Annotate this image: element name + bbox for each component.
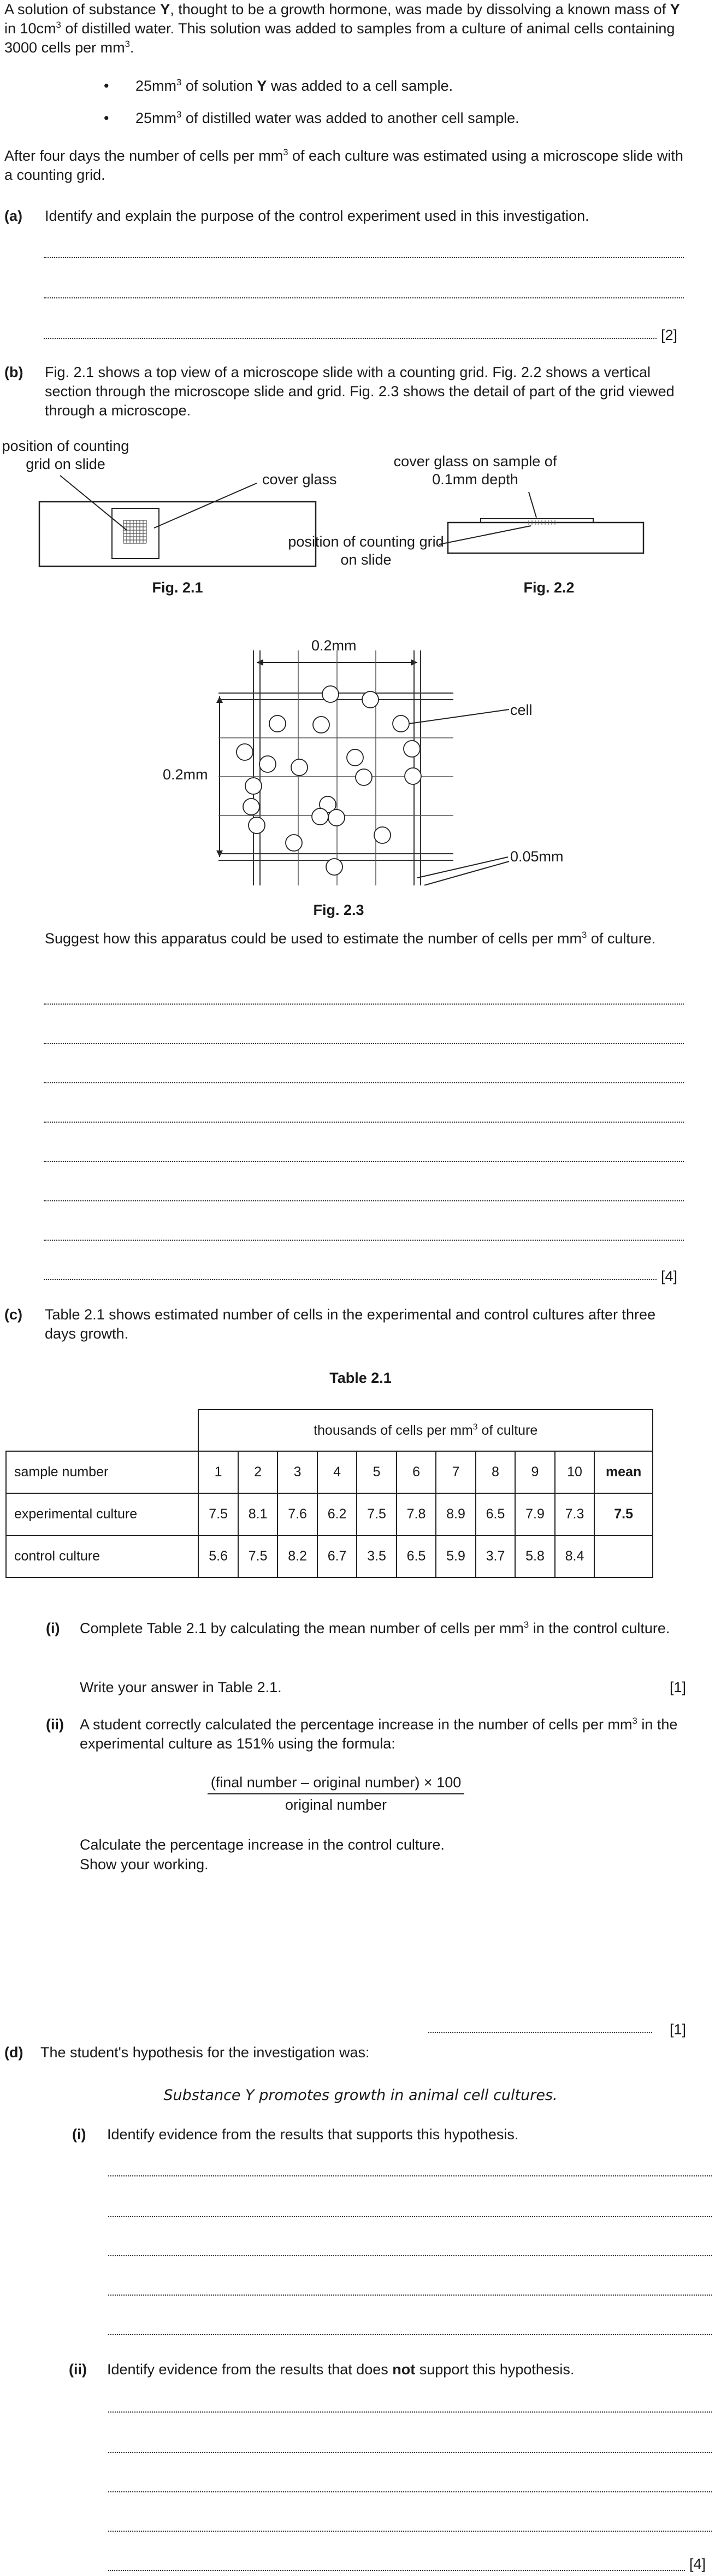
- table-row: [6, 1493, 653, 1535]
- answer-line[interactable]: [108, 2491, 712, 2492]
- table-cell: 6.5: [397, 1535, 436, 1577]
- intro-bullets: [104, 77, 677, 141]
- part-d-i-question: Identify evidence from the results that supports this hypothesis.: [107, 2126, 519, 2143]
- table-header: thousands of cells per $mm^3$ of culture: [198, 1410, 653, 1451]
- answer-line[interactable]: [108, 2570, 685, 2571]
- table-cell: 8: [476, 1451, 515, 1493]
- answer-line[interactable]: [108, 2531, 712, 2532]
- part-a-question: Identify and explain the purpose of the control experiment used in this investigation.: [45, 208, 589, 224]
- marks: [1]: [670, 2021, 687, 2038]
- part-c-ii-question: A student correctly calculated the percentage increase in the number of cells per $mm^3$ in the experimental culture as 151% using the formula:: [80, 1716, 678, 1752]
- part-d-question: The student's hypothesis for the investigation was:: [40, 2044, 370, 2061]
- fig23-width-label: 0.2mm: [311, 637, 357, 654]
- table-cell: 7.8: [397, 1493, 436, 1535]
- answer-line[interactable]: [108, 2334, 712, 2335]
- answer-line[interactable]: [44, 1082, 684, 1083]
- table-row-header: control culture: [6, 1535, 198, 1577]
- answer-line[interactable]: [44, 257, 684, 258]
- intro-paragraph: A solution of substance Y, thought to be a growth hormone, was made by dissolving a known mass of Y in $10cm^3$ of distilled water. This solution was added to samples from a culture of animal cells containing 3000 cells per $mm^3$.: [4, 1, 680, 56]
- part-a-label: (a): [4, 208, 22, 224]
- table-cell: 1: [198, 1451, 238, 1493]
- answer-line[interactable]: [44, 297, 684, 298]
- table-cell: 7.5: [238, 1535, 277, 1577]
- answer-line[interactable]: [108, 2411, 712, 2413]
- formula-numerator: (final number – original number) × 100: [208, 1773, 464, 1794]
- table-cell: 3.7: [476, 1535, 515, 1577]
- table-cell: 5.6: [198, 1535, 238, 1577]
- answer-line[interactable]: [44, 1200, 684, 1201]
- formula-denominator: original number: [285, 1797, 387, 1814]
- bullet-item: • $25mm^3$ of distilled water was added to another cell sample.: [104, 109, 677, 128]
- table-cell-mean: 7.5: [594, 1493, 653, 1535]
- table-cell: 8.1: [238, 1493, 277, 1535]
- fig21-cover-label: cover glass: [262, 471, 337, 488]
- answer-line[interactable]: [44, 1004, 684, 1005]
- answer-line[interactable]: [108, 2175, 712, 2176]
- fig23-height-label: 0.2mm: [163, 766, 208, 783]
- table-cell: 8.2: [277, 1535, 317, 1577]
- fig22-cover-label: cover glass on sample of 0.1mm depth: [393, 453, 557, 488]
- table-row-header: sample number: [6, 1451, 198, 1493]
- fig22-section-diagram: [382, 492, 655, 558]
- table-cell: 5: [357, 1451, 396, 1493]
- answer-line[interactable]: [108, 2255, 712, 2256]
- answer-line[interactable]: [108, 2216, 712, 2217]
- answer-line[interactable]: [44, 1043, 684, 1044]
- part-c-ii-calc: Calculate the percentage increase in the control culture.: [80, 1836, 445, 1853]
- formula: [208, 1773, 464, 1815]
- table-title: Table 2.1: [329, 1370, 392, 1386]
- table-cell: 6: [397, 1451, 436, 1493]
- answer-line[interactable]: [44, 1279, 657, 1280]
- answer-line[interactable]: [44, 1161, 684, 1162]
- table-cell: 8.9: [436, 1493, 475, 1535]
- part-d-ii-question: Identify evidence from the results that does not support this hypothesis.: [107, 2361, 575, 2378]
- part-d-i-label: (i): [72, 2126, 86, 2143]
- part-c-question: Table 2.1 shows estimated number of cells in the experimental and control cultures after three days growth.: [45, 1306, 656, 1342]
- part-c-i-instruction: Write your answer in Table 2.1.: [80, 1679, 282, 1695]
- fig23-cell-label: cell: [510, 702, 533, 718]
- table-row: [6, 1535, 653, 1577]
- table-cell: 8.4: [555, 1535, 594, 1577]
- fig23-grid-diagram: [208, 650, 513, 885]
- part-d-label: (d): [4, 2044, 23, 2061]
- table-cell: 7.3: [555, 1493, 594, 1535]
- fig22-caption: Fig. 2.2: [523, 579, 575, 596]
- table-2-1: [5, 1409, 653, 1578]
- table-cell: 7.5: [198, 1493, 238, 1535]
- fig23-gap-label: 0.05mm: [510, 848, 564, 865]
- answer-line[interactable]: [108, 2295, 712, 2296]
- marks: [2]: [661, 327, 678, 343]
- hypothesis: Substance Y promotes growth in animal cell cultures.: [163, 2087, 558, 2104]
- marks: [4]: [689, 2556, 706, 2572]
- table-cell: 7.5: [357, 1493, 396, 1535]
- table-cell: 3: [277, 1451, 317, 1493]
- table-row-header: experimental culture: [6, 1493, 198, 1535]
- part-c-i-question: Complete Table 2.1 by calculating the mean number of cells per $mm^3$ in the control culture.: [80, 1619, 670, 1636]
- table-cell: 6.2: [317, 1493, 357, 1535]
- part-c-ii-show: Show your working.: [80, 1856, 209, 1873]
- part-c-label: (c): [4, 1306, 22, 1323]
- table-cell: 4: [317, 1451, 357, 1493]
- fig22-grid-label: position of counting grid on slide: [288, 533, 444, 568]
- table-cell: 10: [555, 1451, 594, 1493]
- table-cell: 6.5: [476, 1493, 515, 1535]
- part-b-label: (b): [4, 364, 23, 380]
- bullet-item: • $25mm^3$ of solution Y was added to a cell sample.: [104, 77, 677, 96]
- answer-line[interactable]: [108, 2452, 712, 2453]
- fig23-caption: Fig. 2.3: [313, 902, 364, 918]
- table-cell: 7: [436, 1451, 475, 1493]
- table-cell: 6.7: [317, 1535, 357, 1577]
- table-cell: 5.8: [515, 1535, 554, 1577]
- part-d-ii-label: (ii): [69, 2361, 87, 2378]
- table-cell: 7.9: [515, 1493, 554, 1535]
- intro-paragraph-2: After four days the number of cells per $mm^3$ of each culture was estimated using a microscope slide with a counting grid.: [4, 147, 683, 184]
- table-cell: 5.9: [436, 1535, 475, 1577]
- marks: [1]: [670, 1679, 687, 1695]
- fig21-grid-label: position of counting grid on slide: [2, 438, 129, 472]
- marks: [4]: [661, 1268, 678, 1284]
- part-c-ii-label: (ii): [46, 1716, 64, 1733]
- table-cell-mean-header: mean: [594, 1451, 653, 1493]
- fig21-caption: Fig. 2.1: [152, 579, 203, 596]
- part-b-suggest: Suggest how this apparatus could be used to estimate the number of cells per $mm^3$ of culture.: [45, 930, 656, 947]
- table-cell-mean-input[interactable]: [594, 1535, 653, 1577]
- part-b-question: Fig. 2.1 shows a top view of a microscope slide with a counting grid. Fig. 2.2 shows a vertical section through the microscope slide and grid. Fig. 2.3 shows the detail of part of the grid viewed through a microscope.: [45, 364, 675, 419]
- answer-line[interactable]: [44, 1122, 684, 1123]
- part-c-i-label: (i): [46, 1620, 60, 1636]
- table-row: [6, 1451, 653, 1493]
- table-cell: 7.6: [277, 1493, 317, 1535]
- table-cell: 2: [238, 1451, 277, 1493]
- table-cell: 9: [515, 1451, 554, 1493]
- answer-line[interactable]: [44, 1240, 684, 1241]
- answer-line[interactable]: [428, 2032, 652, 2033]
- answer-line[interactable]: [44, 338, 657, 339]
- table-cell: 3.5: [357, 1535, 396, 1577]
- table-header-row: [6, 1410, 653, 1451]
